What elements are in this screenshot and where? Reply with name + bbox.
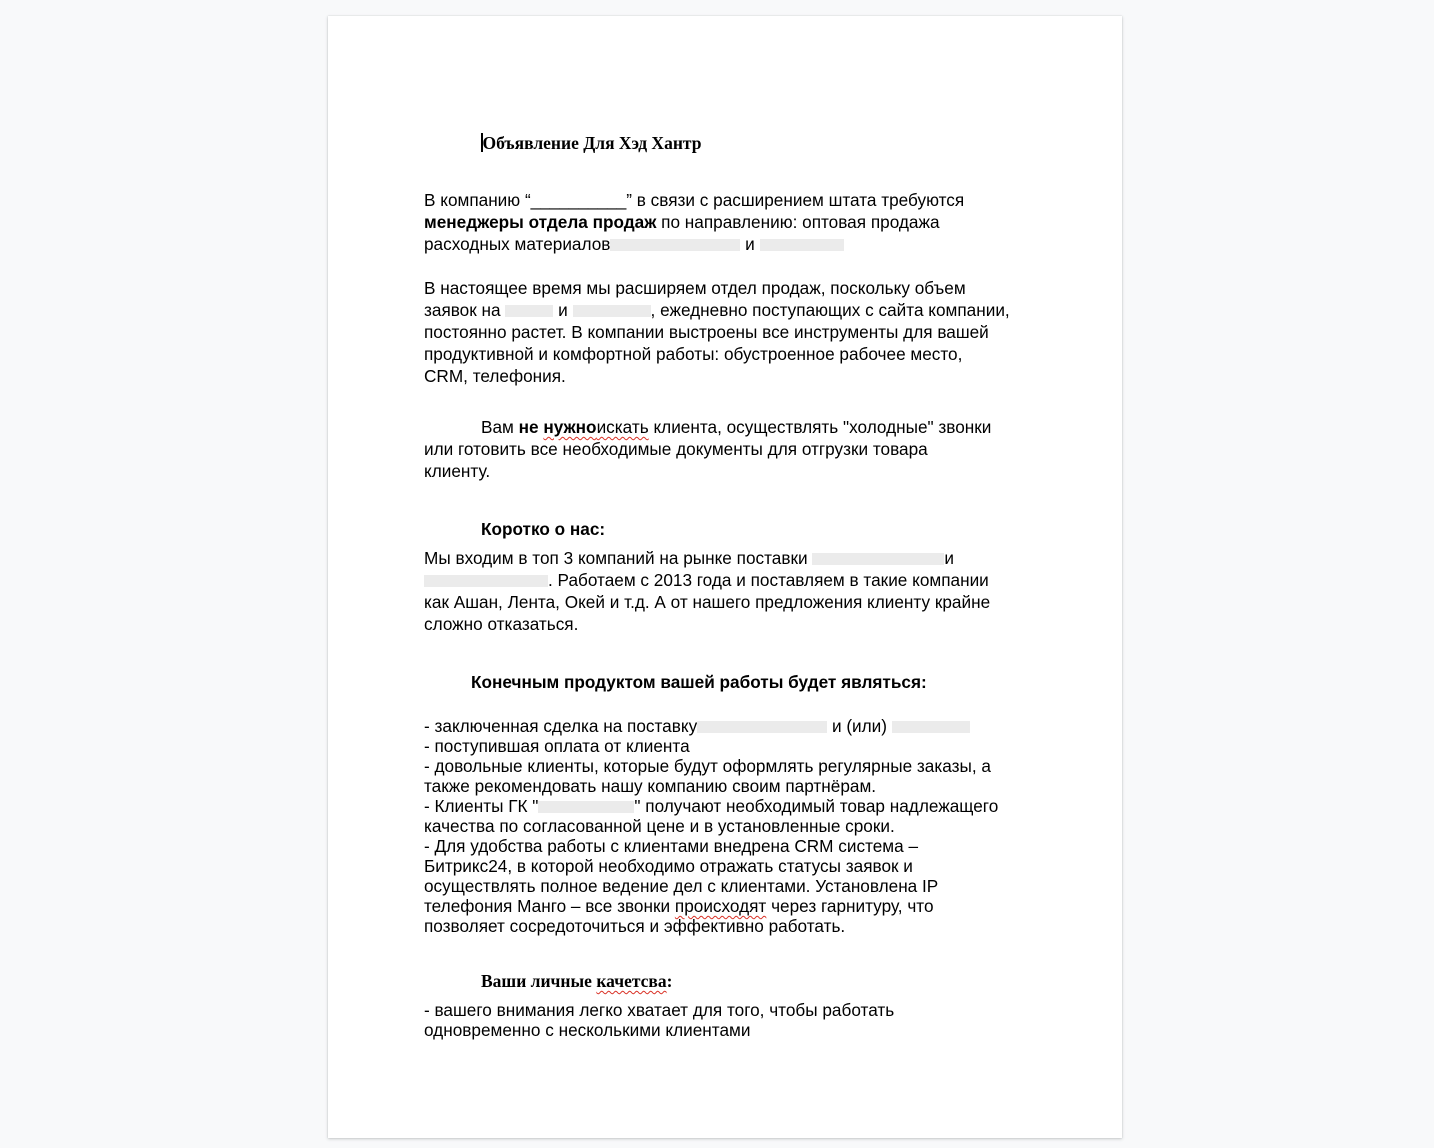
list-item: - заключенная сделка на поставку и (или): [424, 716, 1028, 736]
redacted-text: [424, 575, 548, 587]
redacted-text: [697, 721, 827, 733]
redacted-text: [760, 239, 844, 251]
heading-about: Коротко о нас:: [481, 519, 606, 539]
heading-qualities: Ваши личные качетсва:: [481, 971, 673, 991]
redacted-text: [573, 305, 651, 317]
list-item: - Для удобства работы с клиентами внедрена CRM система –: [424, 836, 919, 856]
redacted-text: [892, 721, 970, 733]
list-item: - Клиенты ГК " " получают необходимый товар надлежащего: [424, 796, 999, 816]
redacted-text: [812, 553, 944, 565]
paragraph-no-cold-calls: Вам не нужноискать клиента, осуществлять "холодные" звонки или готовить все необходимые документы для отгрузки товара клиенту.: [424, 417, 992, 481]
document-page[interactable]: [328, 16, 1122, 1138]
redacted-text: [610, 239, 740, 251]
paragraph-growth: В настоящее время мы расширяем отдел продаж, поскольку объем заявок на и , ежедневно поступающих с сайта компании, постоянно растет. В компании выстроены все инструменты для вашей продуктивной и комфортной работы: обустроенное рабочее место, CRM, телефония.: [424, 278, 1010, 386]
paragraph-about: Мы входим в топ 3 компаний на рынке поставки и . Работаем с 2013 года и поставляем в такие компании как Ашан, Лента, Окей и т.д. А от нашего предложения клиенту крайне сложно отказаться.: [424, 548, 991, 634]
paragraph-intro: В компанию “__________” в связи с расширением штата требуются менеджеры отдела продаж по направлению: оптовая продажа расходных материалов и: [424, 190, 965, 254]
results-list: - заключенная сделка на поставку и (или) - поступившая оплата от клиента - довольные клиенты, которые будут оформлять регулярные заказы, а также рекомендовать нашу компанию своим партнёрам. - Клиенты ГК " " получают необходимый товар надлежащего качества по согласованной цене и в установленные сроки. - Для удобства работы с клиентами внедрена CRM система – Битрикс24, в которой необходимо отражать статусы заявок и осуществлять полное ведение дел с клиентами. Установлена IP телефония Манго – все звонки происходят через гарнитуру, что позволяет сосредоточиться и эффективно работать.: [424, 716, 1028, 936]
list-item: - вашего внимания легко хватает для того, чтобы работать: [424, 1000, 895, 1020]
redacted-text: [538, 801, 634, 813]
document-title: Объявление Для Хэд Хантр: [482, 133, 702, 153]
list-item: - поступившая оплата от клиента: [424, 736, 690, 756]
qualities-list: - вашего внимания легко хватает для того, чтобы работать одновременно с несколькими клиентами: [424, 1000, 1028, 1040]
redacted-text: [505, 305, 553, 317]
list-item: - довольные клиенты, которые будут оформлять регулярные заказы, а: [424, 756, 991, 776]
heading-product: Конечным продуктом вашей работы будет являться:: [471, 672, 927, 692]
